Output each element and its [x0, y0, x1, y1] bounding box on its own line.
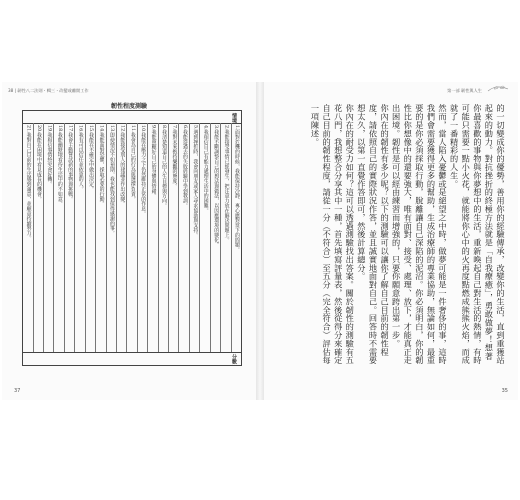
right-page-number: 35: [501, 388, 508, 394]
table-item: 14.我能面對恐懼，採取必要的行動。: [95, 123, 105, 353]
table-score-row: [23, 352, 241, 365]
table-item: 15.我能在不確定中做出決定。: [85, 123, 95, 353]
paragraph: 你內在的韌性有多少呢？以下的測驗可以讓你了解自己目前的韌性程度，請依照自己的實際狀況作答，並且誠實地面對自己。回答時不需要想太久，以第一直覺作答即可，然後計算總分。: [356, 104, 391, 365]
table-item: 12.我能接受別人的建議並作出改變。: [116, 123, 126, 353]
table-title: 韌性程度測驗: [110, 103, 147, 110]
paragraph: 然而，當人陷入憂鬱或是絕望之中時，做夢可能是一件奢侈的事，這時我們會需要獲得更多的幫助，生成治療師的專業協助，無論如何，最重要的是你必須採取行動，脫離讓自己深陷的泥沼。你必須明白，你的韌性比你想像中的還要強大，唯有面對、接受、處理、放下，才能真正走出困境。韌性是可以經由練習而增強的，只要你願意跨出第一步。: [391, 104, 449, 365]
header-score: 分數: [231, 354, 237, 364]
leaf-ornament-icon: [486, 84, 510, 94]
left-page: [2, 82, 256, 400]
paragraph: 的一切變成你的優勢，善用你的經驗傳承，改變你的生活，直到重獲站起來的動力。對抗挫折的終極方法就是「自我療癒」，勇敢做夢！想著你最喜歡的事物與你夢想中的生活，重新喚起自己對生活的熱情，有時可能只需要一點小火花，就能將你心中的火再度點燃成熊熊火焰，而成就了一番精彩的人生。: [449, 104, 506, 365]
table-item: 7.我對未來抱持樂觀的態度。: [168, 123, 178, 353]
book-spread: [2, 82, 518, 400]
header-situation: 情境: [231, 113, 237, 123]
table-item: 21.我對自己目前的生活感到滿意，並願意持續努力。: [25, 125, 32, 241]
resilience-test-table: [22, 110, 242, 366]
table-item: 18.我能幽默地看待生活中的不如意。: [53, 123, 63, 353]
body-text: [278, 104, 506, 366]
left-running-head: 38 | 韌性八二法則・輯三・改變或離開工作: [8, 88, 89, 93]
table-item: 20.我能在困境中看見成長的機會。: [33, 123, 43, 353]
table-item: 11.我會為自己的行為與選擇負責。: [126, 123, 136, 353]
table-item: 1.面對危機的時候，我能保持冷靜、專心應對當下的問題。: [231, 123, 241, 353]
table-item: 16.我有可以信任並依靠的人。: [74, 123, 84, 353]
table-item: 9.我能照顧好自己的身體與情緒。: [147, 123, 157, 353]
table-item: 13.即使情況不如預期，我也能找到值得感謝的事。: [106, 123, 116, 353]
left-page-number: 37: [14, 388, 21, 394]
table-item: 3.我能不斷調整自己的想法與做法，以因應環境的變化。: [210, 123, 220, 353]
table-item-columns: [23, 123, 241, 353]
table-item: 10.我能在壓力之下仍然維持正常的作息。: [137, 123, 147, 353]
book-gutter: [256, 82, 264, 400]
table-item: 5.遇到挫折時，我會向朋友或家人尋求協助與支持。: [189, 123, 199, 353]
table-item: 17.我會主動嘗試新的事物與挑戰。: [64, 123, 74, 353]
right-running-head: 第一部 韌性與人生: [447, 88, 482, 93]
right-page: [264, 82, 518, 400]
table-item: 4.我相信自己有能力處理生活中的困難。: [199, 123, 209, 353]
table-item: 6.我能從過去的失敗經驗中學到教訓。: [178, 123, 188, 353]
table-item: 2.我能接受事情已經發生，把注意力放在解決問題上。: [220, 123, 230, 353]
table-item: 8.我清楚知道自己的人生目標與方向。: [158, 123, 168, 353]
table-item: 19.我相信事情終究會好轉。: [43, 123, 53, 353]
paragraph: 你內在的耐受力如何？這可以透過測驗找出答案。關於韌性的測驗有五花八門，我想整合分享其中一種，首先填寫評量表，然後從得分來確定自己目前的韌性程度，請從一分（不符合）至五分（完全符合）評估每一項陳述。: [310, 104, 356, 365]
